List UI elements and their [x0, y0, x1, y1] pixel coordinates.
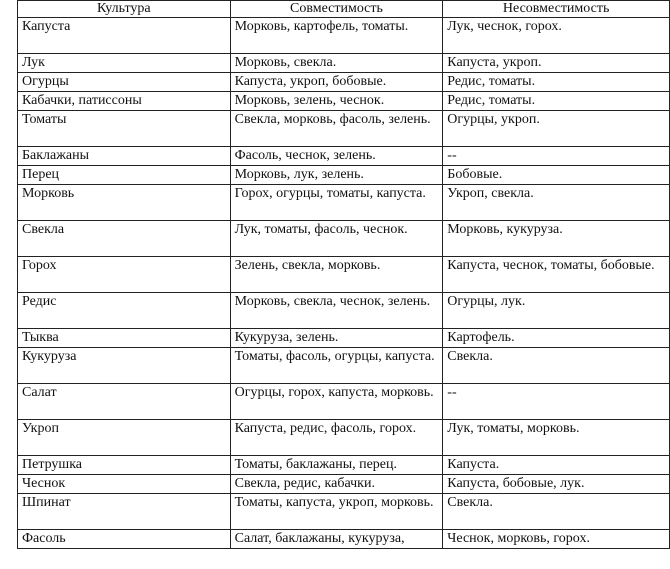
- incompatible-cell: Огурцы, лук.: [443, 293, 670, 329]
- compatible-cell: Морковь, свекла.: [230, 54, 443, 73]
- crop-cell: Морковь: [18, 185, 231, 221]
- compatible-cell: Томаты, фасоль, огурцы, капуста.: [230, 348, 443, 384]
- header-compatible: Совместимость: [230, 1, 443, 18]
- incompatible-cell: Редис, томаты.: [443, 73, 670, 92]
- table-row: [18, 92, 670, 111]
- crop-cell: Фасоль: [18, 530, 231, 549]
- crop-cell: Укроп: [18, 420, 231, 456]
- crop-cell: Редис: [18, 293, 231, 329]
- incompatible-cell: Картофель.: [443, 329, 670, 348]
- incompatible-cell: Свекла.: [443, 494, 670, 530]
- incompatible-cell: Огурцы, укроп.: [443, 111, 670, 147]
- crop-cell: Кабачки, патиссоны: [18, 92, 231, 111]
- compatible-cell: Кукуруза, зелень.: [230, 329, 443, 348]
- compatible-cell: Лук, томаты, фасоль, чеснок.: [230, 221, 443, 257]
- compatible-cell: Фасоль, чеснок, зелень.: [230, 147, 443, 166]
- crop-cell: Свекла: [18, 221, 231, 257]
- header-row: [18, 1, 670, 18]
- incompatible-cell: Капуста, бобовые, лук.: [443, 475, 670, 494]
- crop-cell: Огурцы: [18, 73, 231, 92]
- incompatible-cell: --: [443, 147, 670, 166]
- compatibility-table: [17, 0, 670, 549]
- compatible-cell: Морковь, зелень, чеснок.: [230, 92, 443, 111]
- compatible-cell: Морковь, лук, зелень.: [230, 166, 443, 185]
- table-row: [18, 530, 670, 549]
- incompatible-cell: Лук, томаты, морковь.: [443, 420, 670, 456]
- table-row: [18, 73, 670, 92]
- table-row: [18, 111, 670, 147]
- table-row: [18, 18, 670, 54]
- compatible-cell: Салат, баклажаны, кукуруза,: [230, 530, 443, 549]
- incompatible-cell: Чеснок, морковь, горох.: [443, 530, 670, 549]
- table-row: [18, 54, 670, 73]
- compatible-cell: Капуста, редис, фасоль, горох.: [230, 420, 443, 456]
- incompatible-cell: Морковь, кукуруза.: [443, 221, 670, 257]
- incompatible-cell: Бобовые.: [443, 166, 670, 185]
- table-row: [18, 185, 670, 221]
- compatible-cell: Томаты, баклажаны, перец.: [230, 456, 443, 475]
- crop-cell: Тыква: [18, 329, 231, 348]
- table-row: [18, 494, 670, 530]
- crop-cell: Шпинат: [18, 494, 231, 530]
- incompatible-cell: Свекла.: [443, 348, 670, 384]
- header-crop: Культура: [18, 1, 231, 18]
- crop-cell: Перец: [18, 166, 231, 185]
- crop-cell: Петрушка: [18, 456, 231, 475]
- incompatible-cell: Лук, чеснок, горох.: [443, 18, 670, 54]
- compatible-cell: Морковь, свекла, чеснок, зелень.: [230, 293, 443, 329]
- compatible-cell: Морковь, картофель, томаты.: [230, 18, 443, 54]
- compatible-cell: Капуста, укроп, бобовые.: [230, 73, 443, 92]
- table-row: [18, 384, 670, 420]
- incompatible-cell: Капуста, укроп.: [443, 54, 670, 73]
- crop-cell: Чеснок: [18, 475, 231, 494]
- crop-cell: Капуста: [18, 18, 231, 54]
- table-row: [18, 456, 670, 475]
- table-row: [18, 257, 670, 293]
- table-row: [18, 475, 670, 494]
- header-incompatible: Несовместимость: [443, 1, 670, 18]
- incompatible-cell: --: [443, 384, 670, 420]
- compatible-cell: Томаты, капуста, укроп, морковь.: [230, 494, 443, 530]
- table-row: [18, 293, 670, 329]
- crop-cell: Лук: [18, 54, 231, 73]
- incompatible-cell: Укроп, свекла.: [443, 185, 670, 221]
- compatible-cell: Зелень, свекла, морковь.: [230, 257, 443, 293]
- incompatible-cell: Редис, томаты.: [443, 92, 670, 111]
- compatible-cell: Огурцы, горох, капуста, морковь.: [230, 384, 443, 420]
- table-row: [18, 166, 670, 185]
- crop-cell: Томаты: [18, 111, 231, 147]
- table-row: [18, 420, 670, 456]
- crop-cell: Горох: [18, 257, 231, 293]
- crop-cell: Баклажаны: [18, 147, 231, 166]
- incompatible-cell: Капуста.: [443, 456, 670, 475]
- table-row: [18, 329, 670, 348]
- compatible-cell: Горох, огурцы, томаты, капуста.: [230, 185, 443, 221]
- crop-cell: Кукуруза: [18, 348, 231, 384]
- compatible-cell: Свекла, редис, кабачки.: [230, 475, 443, 494]
- crop-cell: Салат: [18, 384, 231, 420]
- table-row: [18, 147, 670, 166]
- table-row: [18, 348, 670, 384]
- table-row: [18, 221, 670, 257]
- compatible-cell: Свекла, морковь, фасоль, зелень.: [230, 111, 443, 147]
- incompatible-cell: Капуста, чеснок, томаты, бобовые.: [443, 257, 670, 293]
